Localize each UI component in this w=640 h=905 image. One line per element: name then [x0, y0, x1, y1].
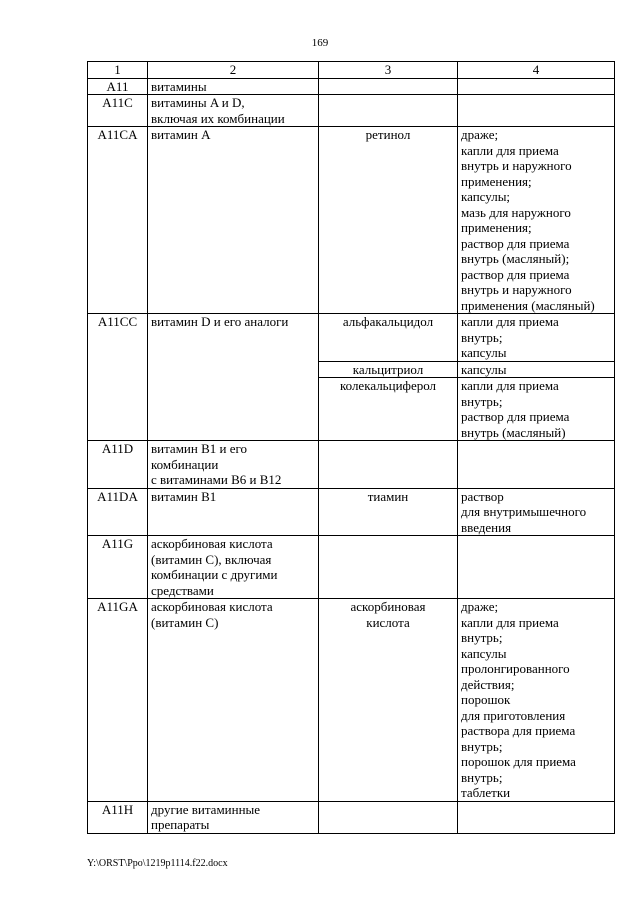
atc-code-cell: A11G: [88, 536, 148, 599]
atc-code-cell: A11CC: [88, 314, 148, 441]
form-cell: [458, 536, 615, 599]
form-cell: [458, 801, 615, 833]
group-cell: витамин B1 и его комбинации с витаминами B6 и B12: [148, 441, 319, 489]
footer-file-path: Y:\ORST\Ppo\1219p1114.f22.docx: [87, 858, 228, 869]
drug-cell: [319, 441, 458, 489]
group-cell: аскорбиновая кислота (витамин C): [148, 599, 319, 802]
group-cell: витамины A и D, включая их комбинации: [148, 95, 319, 127]
form-cell: капли для приема внутрь; капсулы: [458, 314, 615, 362]
table-row: [88, 488, 615, 536]
table-row: [88, 536, 615, 599]
drug-cell: аскорбиновая кислота: [319, 599, 458, 802]
drug-cell: [319, 78, 458, 95]
page-number: 169: [311, 37, 329, 49]
table-row: [88, 314, 615, 362]
header-cell-4: 4: [458, 62, 615, 79]
drug-cell: тиамин: [319, 488, 458, 536]
group-cell: витамин D и его аналоги: [148, 314, 319, 441]
table-header-row: [88, 62, 615, 79]
table-row: [88, 127, 615, 314]
header-cell-1: 1: [88, 62, 148, 79]
drug-cell: [319, 95, 458, 127]
atc-code-cell: A11DA: [88, 488, 148, 536]
table-row: [88, 95, 615, 127]
drug-cell: альфакальцидол: [319, 314, 458, 362]
form-cell: [458, 95, 615, 127]
atc-code-cell: A11C: [88, 95, 148, 127]
drug-cell: [319, 536, 458, 599]
atc-code-cell: A11D: [88, 441, 148, 489]
group-cell: аскорбиновая кислота (витамин C), включая комбинации с другими средствами: [148, 536, 319, 599]
table-row: [88, 441, 615, 489]
form-cell: раствор для внутримышечного введения: [458, 488, 615, 536]
drug-cell: ретинол: [319, 127, 458, 314]
form-cell: драже; капли для приема внутрь и наружного применения; капсулы; мазь для наружного применения; раствор для приема внутрь (масляный); раствор для приема внутрь и наружного применения (масляный): [458, 127, 615, 314]
atc-code-cell: A11GA: [88, 599, 148, 802]
atc-code-cell: A11: [88, 78, 148, 95]
form-cell: драже; капли для приема внутрь; капсулы пролонгированного действия; порошок для приготовления раствора для приема внутрь; порошок для приема внутрь; таблетки: [458, 599, 615, 802]
group-cell: витамин B1: [148, 488, 319, 536]
table-row: [88, 78, 615, 95]
header-cell-3: 3: [319, 62, 458, 79]
form-cell: [458, 441, 615, 489]
atc-code-cell: A11CA: [88, 127, 148, 314]
drug-cell: кальцитриол: [319, 361, 458, 378]
drug-cell: колекальциферол: [319, 378, 458, 441]
group-cell: витамин A: [148, 127, 319, 314]
drug-classification-table: [87, 61, 615, 834]
table-row: [88, 599, 615, 802]
form-cell: [458, 78, 615, 95]
form-cell: капли для приема внутрь; раствор для приема внутрь (масляный): [458, 378, 615, 441]
drug-cell: [319, 801, 458, 833]
header-cell-2: 2: [148, 62, 319, 79]
form-cell: капсулы: [458, 361, 615, 378]
atc-code-cell: A11H: [88, 801, 148, 833]
group-cell: другие витаминные препараты: [148, 801, 319, 833]
table-row: [88, 801, 615, 833]
group-cell: витамины: [148, 78, 319, 95]
